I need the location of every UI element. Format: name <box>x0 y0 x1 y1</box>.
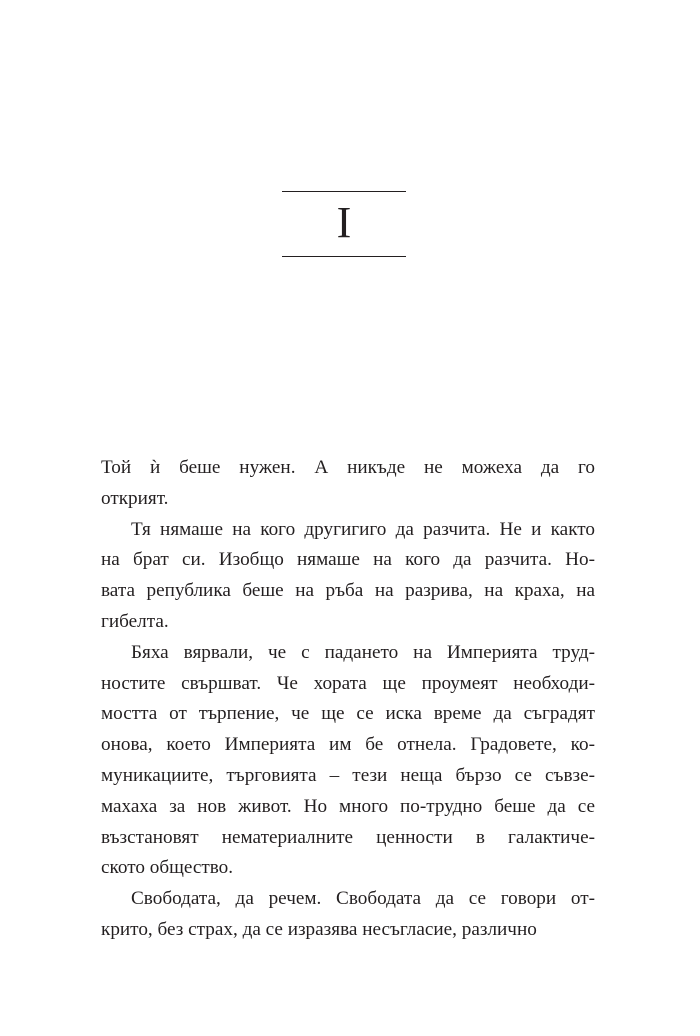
text-line: Той ѝ беше нужен. А никъде не можеха да го <box>101 457 595 478</box>
text-line: възстановят нематериалните ценности в галактиче- <box>101 826 595 848</box>
paragraph <box>101 453 595 515</box>
text-line: Тя нямаше на кого другигиго да разчита. Не и както <box>131 518 595 540</box>
text-line: на брат си. Изобщо нямаше на кого да разчита. Но- <box>101 549 595 571</box>
paragraph <box>101 884 595 946</box>
text-line: махаха за нов живот. Но много по-трудно беше да се <box>101 795 595 817</box>
paragraph <box>101 515 595 638</box>
text-line: ското общество. <box>101 857 234 879</box>
text-line: мостта от търпение, че ще се иска време да съградят <box>101 703 595 725</box>
chapter-top-rule <box>282 191 406 192</box>
chapter-bottom-rule <box>282 256 406 257</box>
chapter-number: I <box>336 198 352 247</box>
text-line: Бяха вярвали, че с падането на Империята труд- <box>131 641 595 663</box>
text-line: открият. <box>101 487 169 509</box>
text-line: Свободата, да речем. Свободата да се говори от- <box>131 888 595 910</box>
text-line: вата република беше на ръба на разрива, на краха, на <box>101 580 595 602</box>
text-line: муникациите, търговията – тези неща бързо се съвзе- <box>101 764 595 786</box>
text-line: крито, без страх, да се изразява несъгласие, различно <box>101 918 537 940</box>
body-text <box>101 453 595 946</box>
text-line: онова, което Империята им бе отнела. Градовете, ко- <box>101 734 595 756</box>
text-line: ностите свършват. Че хората ще проумеят необходи- <box>101 672 595 694</box>
paragraph <box>101 638 595 884</box>
text-line: гибелта. <box>101 610 169 632</box>
